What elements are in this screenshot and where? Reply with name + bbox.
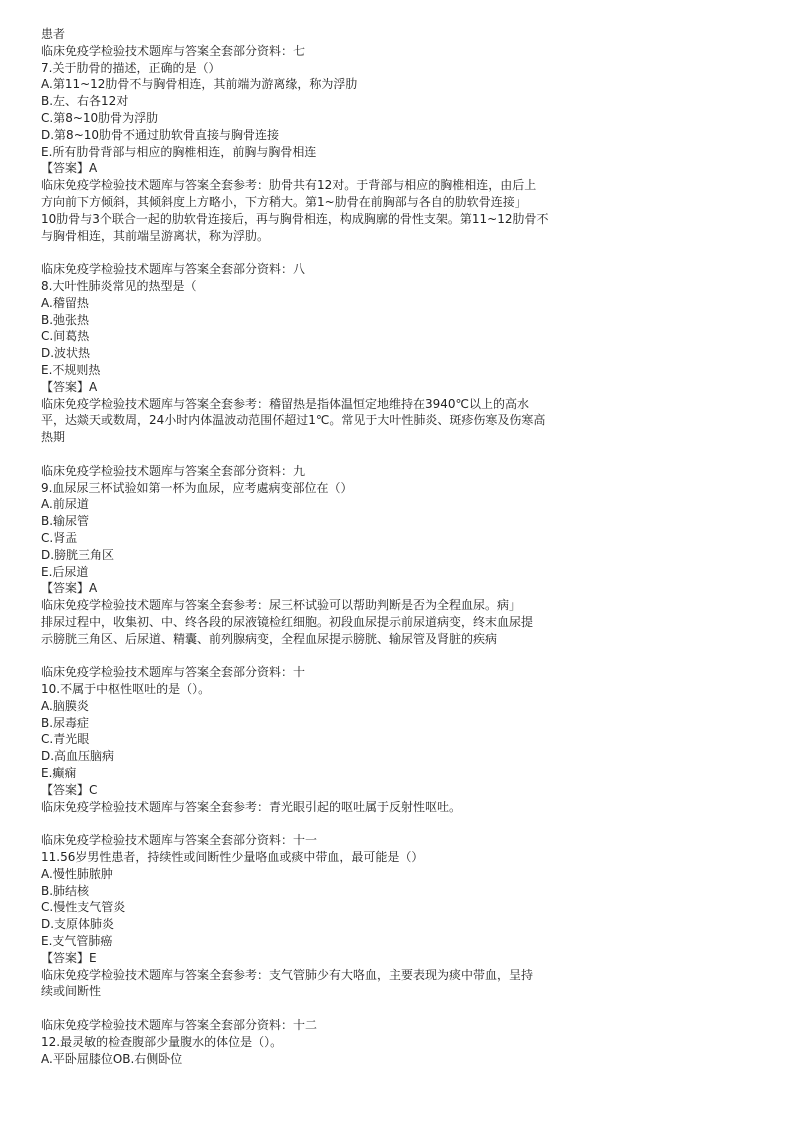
answer-option: D.波状热	[41, 346, 91, 361]
section-header: 临床免疫学检验技术题库与答案全套部分资料：七	[41, 43, 306, 58]
answer-option: D.支原体肺炎	[41, 917, 115, 932]
answer-option: C.慢性支气管炎	[41, 900, 126, 915]
explanation-line: 方向前下方倾斜，其倾斜度上方略小，下方稍大。第1~肋骨在前胸部与各自的肋软骨连接」	[41, 194, 527, 209]
question-section	[41, 261, 581, 446]
question-text: 9.血尿尿三杯试验如第一杯为血尿，应考處病变部位在（）	[41, 480, 353, 495]
question-text: 11.56岁男性患者，持续性或间断性少量咯血或痰中带血，最可能是（）	[41, 850, 424, 865]
question-section	[41, 664, 581, 815]
question-text: 10.不属于中枢性呕吐的是（）。	[41, 682, 211, 697]
section-header: 临床免疫学检验技术题库与答案全套部分资料：八	[41, 262, 306, 277]
section-header: 临床免疫学检验技术题库与答案全套部分资料：十	[41, 665, 306, 680]
answer-option: D.膀胱三角区	[41, 547, 115, 562]
answer-option: B.输尿管	[41, 514, 90, 529]
answer-option: B.肺结核	[41, 883, 90, 898]
explanation-line: 排尿过程中，收集初、中、终各段的尿液镜检红细胞。初段血尿提示前尿道病变，终末血尿提	[41, 614, 534, 629]
answer-key: 【答案】C	[41, 782, 98, 797]
explanation-line: 示膀胱三角区、后尿道、精囊、前列腺病变，全程血尿提示膀胱、输尿管及肾脏的疾病	[41, 631, 498, 646]
explanation-line: 与胸骨相连，其前端呈游离状，称为浮肋。	[41, 228, 270, 243]
answer-option: C.青光眼	[41, 732, 90, 747]
answer-option: B.尿毒症	[41, 715, 90, 730]
intro-line: 患者	[41, 27, 66, 41]
answer-key: 【答案】A	[41, 161, 98, 176]
section-header: 临床免疫学检验技术题库与答案全套部分资料：九	[41, 463, 306, 478]
section-header: 临床免疫学检验技术题库与答案全套部分资料：十一	[41, 833, 318, 848]
answer-key: 【答案】A	[41, 379, 98, 394]
answer-option: A.脑膜炎	[41, 698, 89, 713]
answer-option: C.第8~10肋骨为浮肋	[41, 110, 159, 125]
question-text: 7.关于肋骨的描述，正确的是（）	[41, 60, 221, 75]
answer-key: 【答案】E	[41, 950, 97, 965]
answer-option: C.肾盂	[41, 530, 78, 545]
explanation-line: 热期	[41, 430, 66, 445]
question-section	[41, 463, 581, 648]
answer-option: B.左、右各12对	[41, 94, 129, 109]
section-header: 临床免疫学检验技术题库与答案全套部分资料：十二	[41, 1018, 318, 1033]
answer-option: B.弛张热	[41, 312, 90, 327]
answer-option: A.慢性肺脓肿	[41, 866, 113, 881]
answer-option: D.高血压脑病	[41, 749, 115, 764]
answer-option: A.平卧屈膝位OB.右侧卧位	[41, 1051, 183, 1066]
answer-option: D.第8~10肋骨不通过肋软骨直接与胸骨连接	[41, 127, 280, 142]
explanation-line: 临床免疫学检验技术题库与答案全套参考：支气管肺少有大咯血，主要表现为痰中带血，呈持	[41, 967, 534, 982]
answer-option: E.后尿道	[41, 564, 89, 579]
explanation-line: 临床免疫学检验技术题库与答案全套参考：肋骨共有12对。于背部与相应的胸椎相连，由后上	[41, 178, 537, 193]
explanation-line: 临床免疫学检验技术题库与答案全套参考：稽留热是指体温恒定地维持在3940℃以上的高水	[41, 396, 530, 411]
answer-option: E.癫痫	[41, 766, 77, 781]
question-section	[41, 43, 581, 245]
answer-option: C.间葛热	[41, 329, 90, 344]
answer-option: E.支气管肺癌	[41, 934, 113, 949]
explanation-line: 续或间断性	[41, 984, 102, 999]
answer-option: E.不规则热	[41, 362, 101, 377]
question-section	[41, 832, 581, 1000]
question-text: 8.大叶性肺炎常见的热型是（	[41, 278, 197, 293]
answer-option: E.所有肋骨背部与相应的胸椎相连，前胸与胸骨相连	[41, 144, 317, 159]
answer-key: 【答案】A	[41, 581, 98, 596]
explanation-line: 10肋骨与3个联合一起的肋软骨连接后，再与胸骨相连，构成胸廓的骨性支架。第11~12肋骨不	[41, 211, 549, 226]
explanation-line: 临床免疫学检验技术题库与答案全套参考：尿三杯试验可以帮助判断是否为全程血尿。病」	[41, 598, 522, 613]
question-text: 12.最灵敏的检查腹部少量腹水的体位是（）。	[41, 1034, 283, 1049]
document-page	[41, 26, 581, 1067]
answer-option: A.前尿道	[41, 497, 89, 512]
answer-option: A.第11~12肋骨不与胸骨相连，其前端为游离缘，称为浮肋	[41, 77, 358, 92]
answer-option: A.稽留热	[41, 295, 89, 310]
explanation-line: 临床免疫学检验技术题库与答案全套参考：青光眼引起的呕吐属于反射性呕吐。	[41, 799, 462, 814]
explanation-line: 平，达燚天或数周，24小时内体温波动范围伓超过1℃。常见于大叶性肺炎、斑疹伤寒及伤寒高	[41, 413, 546, 428]
question-section	[41, 1017, 581, 1067]
question-sections	[41, 43, 581, 1068]
